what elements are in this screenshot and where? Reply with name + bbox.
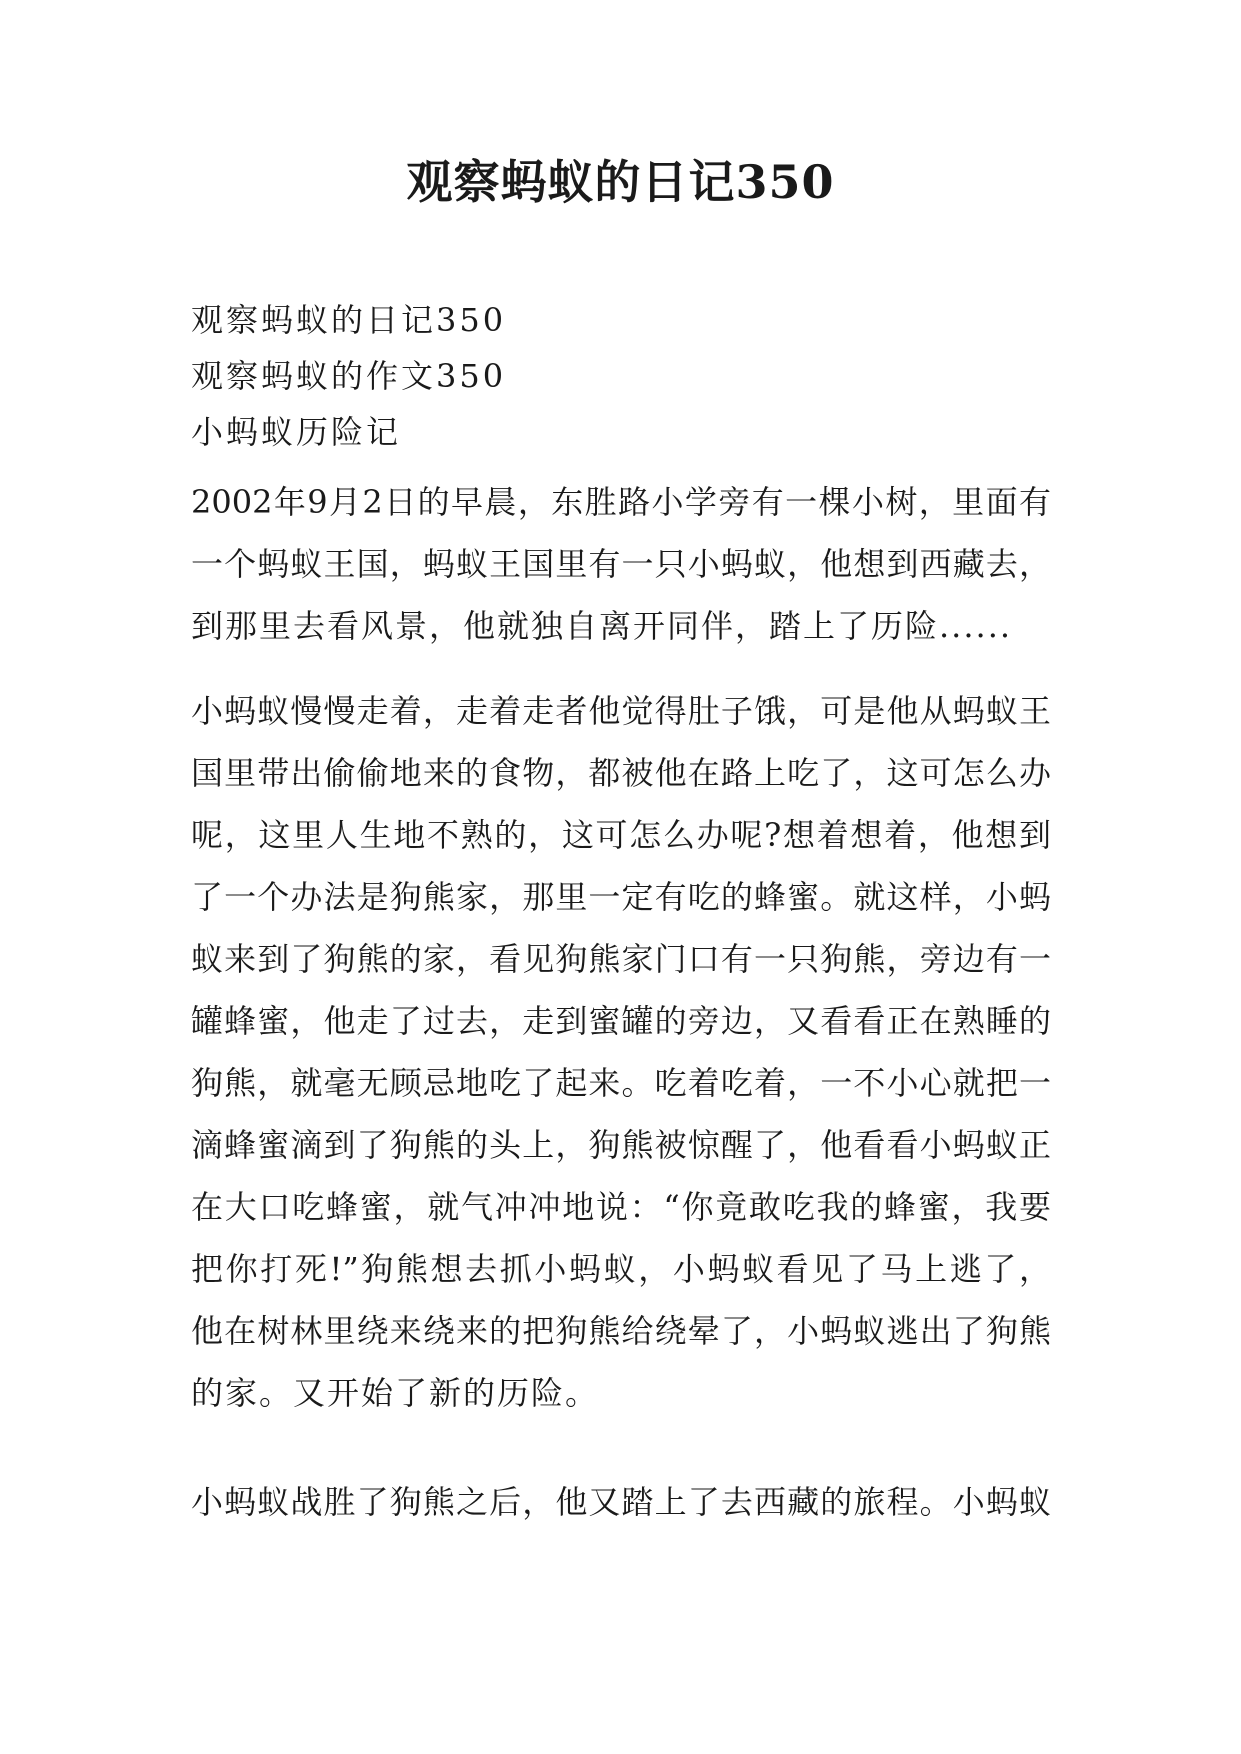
paragraph-1 bbox=[191, 471, 1051, 657]
toc-item: 小蚂蚁历险记 bbox=[191, 413, 402, 451]
text-line: 的家。又开始了新的历险。 bbox=[191, 1374, 600, 1412]
text-line: 一个蚂蚁王国，蚂蚁王国里有一只小蚂蚁，他想到西藏去， bbox=[191, 545, 1051, 583]
page-title: 观察蚂蚁的日记350 bbox=[406, 155, 835, 209]
text-line: 呢，这里人生地不熟的，这可怎么办呢?想着想着，他想到 bbox=[191, 816, 1051, 854]
toc-item: 观察蚂蚁的作文350 bbox=[191, 357, 507, 395]
text-line: 小蚂蚁慢慢走着，走着走者他觉得肚子饿，可是他从蚂蚁王 bbox=[191, 692, 1051, 730]
toc-list bbox=[191, 292, 1071, 460]
text-line: 到那里去看风景，他就独自离开同伴，踏上了历险...... bbox=[191, 607, 1013, 645]
toc-item: 观察蚂蚁的日记350 bbox=[191, 301, 507, 339]
text-line: 2002年9月2日的早晨，东胜路小学旁有一棵小树，里面有 bbox=[191, 483, 1051, 521]
text-line: 罐蜂蜜，他走了过去，走到蜜罐的旁边，又看看正在熟睡的 bbox=[191, 1002, 1051, 1040]
text-line: 他在树林里绕来绕来的把狗熊给绕晕了，小蚂蚁逃出了狗熊 bbox=[191, 1312, 1051, 1350]
text-line: 在大口吃蜂蜜，就气冲冲地说：“你竟敢吃我的蜂蜜，我要 bbox=[191, 1188, 1051, 1226]
text-line: 国里带出偷偷地来的食物，都被他在路上吃了，这可怎么办 bbox=[191, 754, 1051, 792]
text-line: 小蚂蚁战胜了狗熊之后，他又踏上了去西藏的旅程。小蚂蚁 bbox=[191, 1483, 1051, 1521]
text-line: 把你打死!”狗熊想去抓小蚂蚁，小蚂蚁看见了马上逃了， bbox=[191, 1250, 1051, 1288]
text-line: 了一个办法是狗熊家，那里一定有吃的蜂蜜。就这样，小蚂 bbox=[191, 878, 1051, 916]
text-line: 滴蜂蜜滴到了狗熊的头上，狗熊被惊醒了，他看看小蚂蚁正 bbox=[191, 1126, 1051, 1164]
text-line: 蚁来到了狗熊的家，看见狗熊家门口有一只狗熊，旁边有一 bbox=[191, 940, 1051, 978]
paragraph-3 bbox=[191, 1471, 1051, 1533]
text-line: 狗熊，就毫无顾忌地吃了起来。吃着吃着，一不小心就把一 bbox=[191, 1064, 1051, 1102]
paragraph-2 bbox=[191, 680, 1051, 1424]
